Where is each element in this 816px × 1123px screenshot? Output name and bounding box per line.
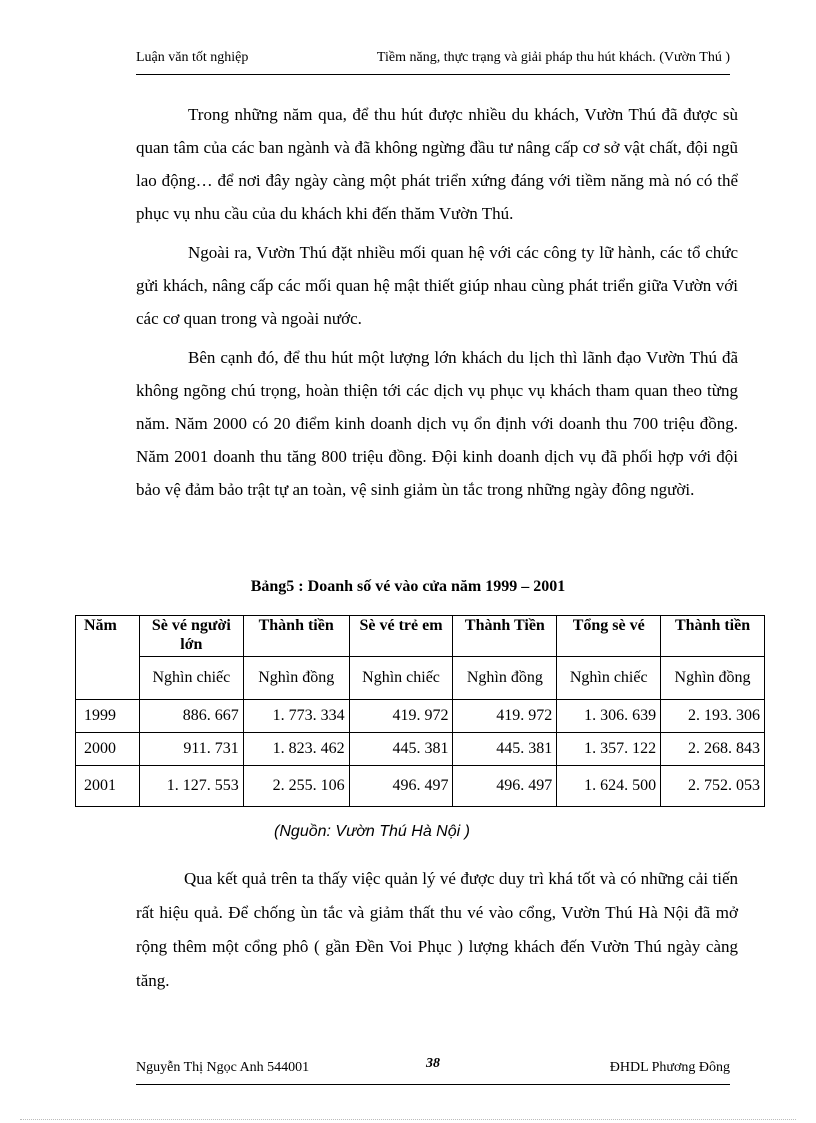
- table-source: (Nguồn: Vườn Thú Hà Nội ): [274, 823, 470, 840]
- table-unit-cell: Nghìn đồng: [661, 657, 765, 700]
- table-cell: 1999: [76, 700, 140, 733]
- paragraph: Bên cạnh đó, để thu hút một lượng lớn khách du lịch thì lãnh đạo Vườn Thú đã không ngõng chú trọng, hoàn thiện tới các dịch vụ phục vụ khách tham quan theo từng năm. Năm 2000 có 20 điểm kinh doanh dịch vụ ổn định với doanh thu 700 triệu đồng. Năm 2001 doanh thu tăng 800 triệu đồng. Đội kinh doanh dịch vụ đã phối hợp với đội bảo vệ đảm bảo trật tự an toàn, vệ sinh giảm ùn tắc trong những ngày đông người.: [136, 348, 738, 499]
- table-cell: 2001: [76, 766, 140, 807]
- table-row: [76, 733, 765, 766]
- page-bottom-divider: [20, 1119, 796, 1120]
- header-left: Luận văn tốt nghiệp: [136, 50, 249, 65]
- page-footer: [136, 1056, 730, 1085]
- table-cell: 911. 731: [139, 733, 243, 766]
- table-cell: 1. 127. 553: [139, 766, 243, 807]
- table-unit-cell: Nghìn chiếc: [349, 657, 453, 700]
- table-cell: 496. 497: [349, 766, 453, 807]
- table-header-row: [76, 616, 765, 657]
- paragraph: Trong những năm qua, để thu hút được nhiều du khách, Vườn Thú đã được sù quan tâm của các ban ngành và đã không ngừng đầu tư nâng cấp cơ sở vật chất, đội ngũ lao động… để nơi đây ngày càng một phát triển xứng đáng với tiềm năng mà nó có thể phục vụ nhu cầu của du khách khi đến thăm Vườn Thú.: [136, 105, 738, 223]
- footer-author: Nguyễn Thị Ngọc Anh 544001: [136, 1060, 310, 1075]
- table-caption: Bảng5 : Doanh số vé vào cửa năm 1999 – 2001: [250, 578, 566, 595]
- table-header-cell: Thành tiền: [243, 616, 349, 657]
- table-cell: 496. 497: [453, 766, 557, 807]
- table-cell: 2. 193. 306: [661, 700, 765, 733]
- paragraph: Ngoài ra, Vườn Thú đặt nhiều mối quan hệ với các công ty lữ hành, các tổ chức gửi khách, nâng cấp các mối quan hệ mật thiết giúp nhau cùng phát triển giữa Vườn với các cơ quan trong và ngoài nước.: [136, 243, 738, 328]
- table-cell: 2. 268. 843: [661, 733, 765, 766]
- table-header-cell: Sè vé người lớn: [139, 616, 243, 657]
- footer-institution: ĐHDL Phương Đông: [609, 1060, 730, 1075]
- table-header-cell: Tổng sè vé: [557, 616, 661, 657]
- table-cell: 1. 306. 639: [557, 700, 661, 733]
- table-header-cell: Thành Tiền: [453, 616, 557, 657]
- paragraph: Qua kết quả trên ta thấy việc quản lý vé được duy trì khá tốt và có những cải tiến rất hiệu quả. Để chống ùn tắc và giảm thất thu vé vào cổng, Vườn Thú Hà Nội đã mở rộng thêm một cổng phô ( gần Đền Voi Phục ) lượng khách đến Vườn Thú ngày càng tăng.: [136, 869, 738, 990]
- table-cell: 1. 773. 334: [243, 700, 349, 733]
- table-cell: 1. 624. 500: [557, 766, 661, 807]
- table-cell: 2. 752. 053: [661, 766, 765, 807]
- table-cell: 419. 972: [453, 700, 557, 733]
- table-header-cell: Năm: [76, 616, 140, 700]
- table-cell: 2. 255. 106: [243, 766, 349, 807]
- table-cell: 886. 667: [139, 700, 243, 733]
- table-units-row: [76, 657, 765, 700]
- table-row: [76, 700, 765, 733]
- table-cell: 445. 381: [349, 733, 453, 766]
- table-header-cell: Thành tiền: [661, 616, 765, 657]
- table-unit-cell: Nghìn chiếc: [139, 657, 243, 700]
- body-text: [136, 98, 738, 512]
- header-right: Tiềm năng, thực trạng và giải pháp thu hút khách. (Vườn Thú ): [376, 50, 730, 65]
- table-cell: 2000: [76, 733, 140, 766]
- table-cell: 445. 381: [453, 733, 557, 766]
- table-unit-cell: Nghìn đồng: [243, 657, 349, 700]
- table-cell: 1. 823. 462: [243, 733, 349, 766]
- page-header: [136, 50, 730, 75]
- table-cell: 1. 357. 122: [557, 733, 661, 766]
- table-unit-cell: Nghìn đồng: [453, 657, 557, 700]
- table-header-cell: Sè vé trẻ em: [349, 616, 453, 657]
- table-row: [76, 766, 765, 807]
- page-number: 38: [426, 1056, 440, 1071]
- revenue-table: [75, 615, 765, 807]
- table-cell: 419. 972: [349, 700, 453, 733]
- closing-text: [136, 862, 738, 998]
- table-unit-cell: Nghìn chiếc: [557, 657, 661, 700]
